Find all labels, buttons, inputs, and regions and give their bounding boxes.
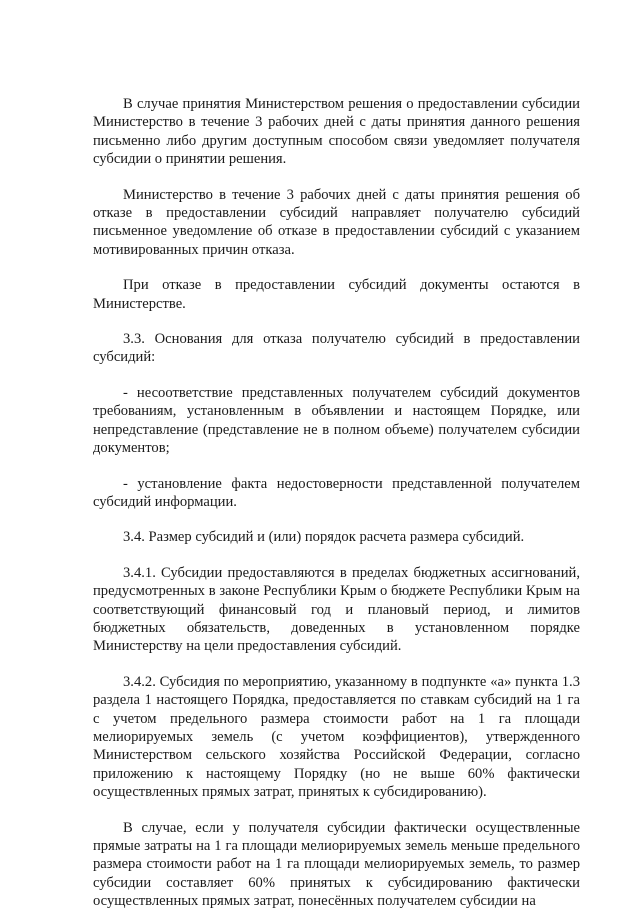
- paragraph-refusal-reason-2: - установление факта недостоверности представленной получателем субсидий информации.: [93, 475, 580, 510]
- paragraph-section-3-3: 3.3. Основания для отказа получателю субсидий в предоставлении субсидий:: [93, 331, 580, 366]
- paragraph-decision-notice: В случае принятия Министерством решения о предоставлении субсидии Министерство в течение 3 рабочих дней с даты принятия данного решения письменно либо другим доступным способом связи уведомляет получателя субсидии о принятии решения.: [93, 96, 580, 168]
- paragraph-refusal-reason-1: - несоответствие представленных получателем субсидий документов требованиям, установленным в объявлении и настоящем Порядке, или непредставление (представление не в полном объеме) получателем субсидии документов;: [93, 384, 580, 457]
- paragraph-section-3-4: 3.4. Размер субсидий и (или) порядок расчета размера субсидий.: [123, 529, 525, 546]
- paragraph-section-3-4-2: 3.4.2. Субсидия по мероприятию, указанному в подпункте «а» пункта 1.3 раздела 1 настоящего Порядка, предоставляется по ставкам субсидий на 1 га с учетом предельного размера стоимости работ на 1 га площади мелиорируемых земель (с учетом коэффициентов), утвержденного Министерством сельского хозяйства Российской Федерации, согласно приложению к настоящему Порядку (но не выше 60% фактически осуществленных прямых затрат, принятых к субсидированию).: [93, 673, 580, 801]
- paragraph-documents-retained: При отказе в предоставлении субсидий документы остаются в Министерстве.: [93, 277, 580, 312]
- paragraph-refusal-notice: Министерство в течение 3 рабочих дней с даты принятия решения об отказе в предоставлении субсидий направляет получателю субсидий письменное уведомление об отказе в предоставлении субсидий с указанием мотивированных причин отказа.: [93, 186, 580, 258]
- paragraph-section-3-4-1: 3.4.1. Субсидии предоставляются в пределах бюджетных ассигнований, предусмотренных в законе Республики Крым о бюджете Республики Крым на соответствующий финансовый год и плановый период, и лимитов бюджетных обязательств, доведенных в установленном порядке Министерству на цели предоставления субсидий.: [93, 564, 580, 655]
- paragraph-subsidy-size-case: В случае, если у получателя субсидии фактически осуществленные прямые затраты на 1 га площади мелиорируемых земель меньше предельного размера стоимости работ на 1 га площади мелиорируемых земель, то размер субсидии составляет 60% принятых к субсидированию фактически осуществленных прямых затрат, понесённых получателем субсидии на: [93, 819, 580, 910]
